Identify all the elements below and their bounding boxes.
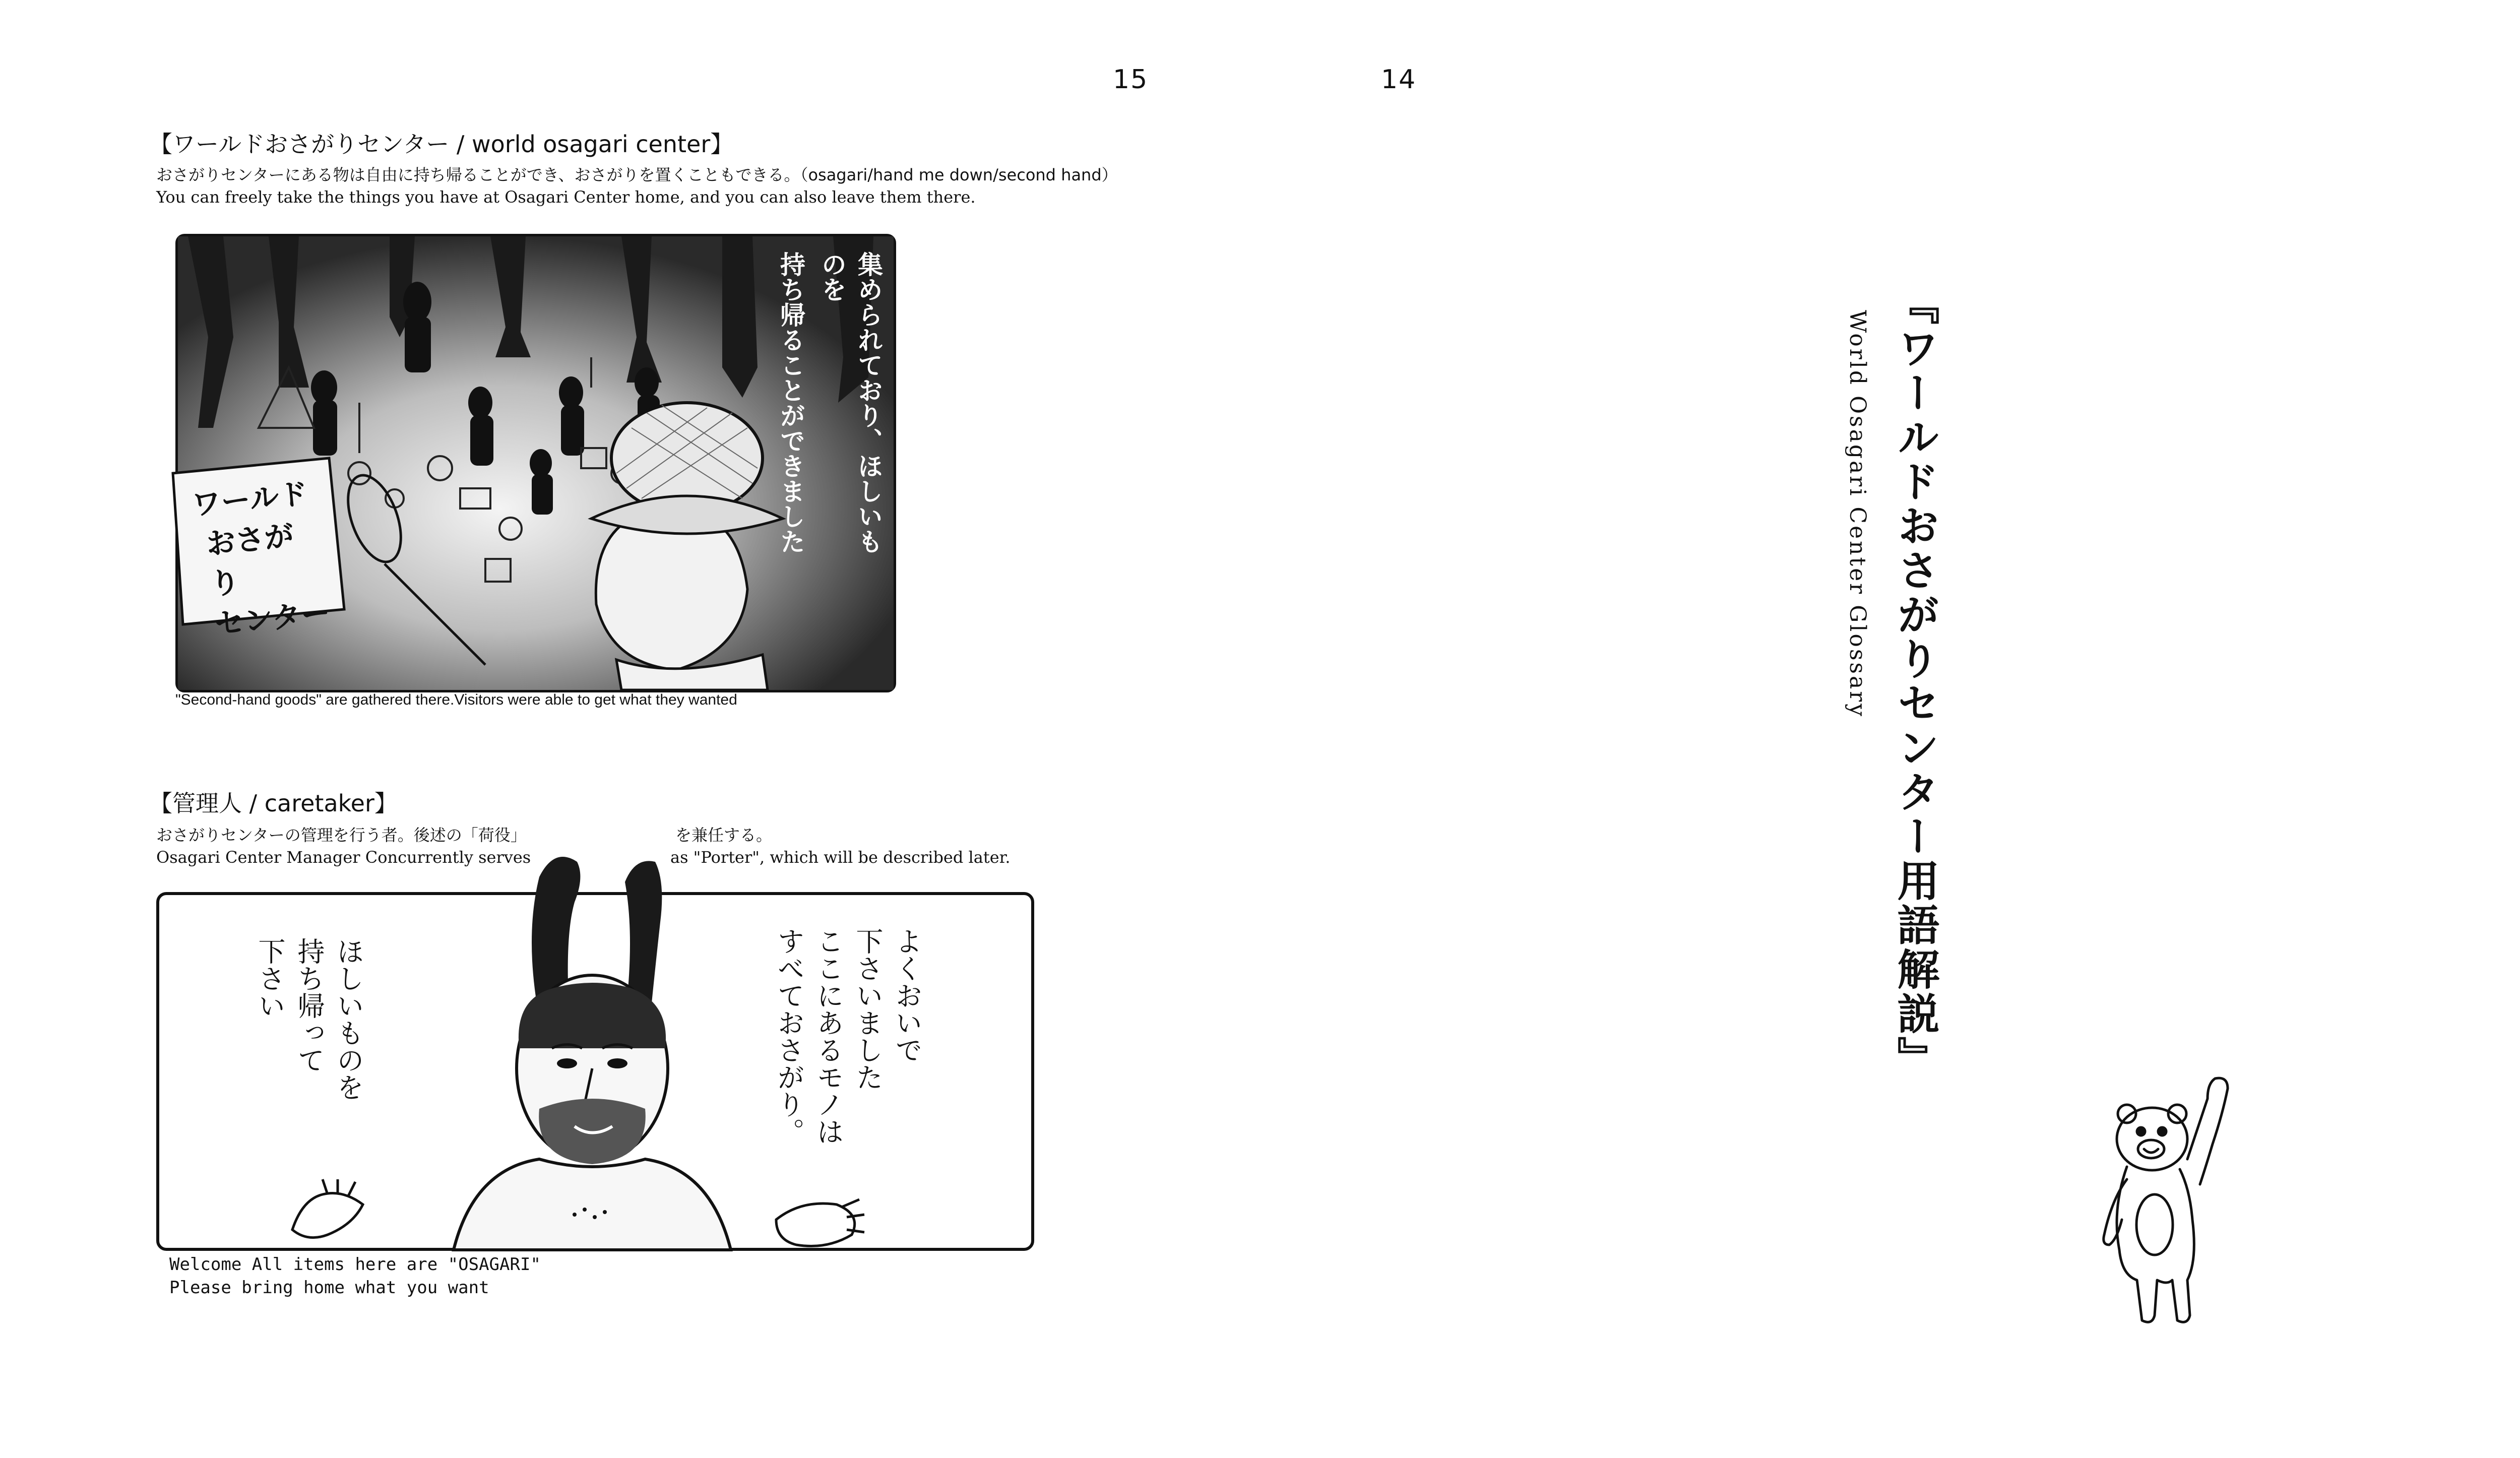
section-heading-center: 【ワールドおさがりセンター / world osagari center】 (149, 131, 734, 158)
section-heading-caretaker: 【管理人 / caretaker】 (149, 790, 398, 817)
sign-line: センター (213, 595, 332, 642)
speech-left (252, 937, 366, 1149)
right-hand (766, 1189, 867, 1260)
bear-mascot-illustration (2092, 1068, 2253, 1330)
section-description-jp: おさがりセンターにある物は自由に持ち帰ることができ、おさがりを置くこともできる。（osagari/hand me down/second hand） (156, 165, 1118, 184)
speech-right (771, 927, 924, 1189)
caption-caretaker-line1: Welcome All items here are "OSAGARI" (169, 1254, 541, 1275)
caretaker-description-jp-2: を兼任する。 (675, 826, 773, 845)
caretaker-description-en-1: Osagari Center Manager Concurrently serves (156, 848, 531, 867)
left-hand (282, 1179, 373, 1250)
speech-line: 下さい (254, 937, 286, 1019)
panel-caption-center: "Second-hand goods" are gathered there.Visitors were able to get what they wanted (175, 691, 737, 708)
panel-narration (773, 251, 928, 554)
page-title: 『ワールドおさがりセンター用語解説』 (1891, 282, 1940, 1081)
speech-line: よくおいで (891, 927, 923, 1063)
speech-line: 持ち帰って (293, 937, 325, 1073)
sign-text (190, 472, 332, 646)
narration-column: 集められており、ほしいものを (817, 251, 883, 554)
sign-line: おさがり (204, 518, 296, 602)
caretaker-illustration (302, 806, 806, 1250)
narration-column: 持ち帰ることができました (776, 251, 805, 554)
caption-caretaker-line2: Please bring home what you want (169, 1278, 489, 1298)
page-subtitle: World Osagari Center Glossary (1845, 310, 1870, 719)
speech-line: 下さいました (852, 927, 884, 1091)
comic-panel-osagari-center (175, 234, 924, 692)
sign-line: ワールド (190, 476, 310, 523)
speech-line: ほしいものを (333, 937, 364, 1101)
speech-line: ここにあるモノは (812, 927, 844, 1145)
caretaker-description-jp-1: おさがりセンターの管理を行う者。後述の「荷役」 (156, 826, 527, 845)
speech-line: すべておさがり。 (773, 927, 805, 1145)
page-number-left: 15 (1113, 65, 1149, 95)
caretaker-description-en-2: as "Porter", which will be described later. (670, 848, 1011, 867)
narration-column: そこには「おさがり」が (895, 251, 924, 529)
page-number-right: 14 (1381, 65, 1417, 95)
section-description-en: You can freely take the things you have at Osagari Center home, and you can also leave them there. (156, 187, 976, 207)
